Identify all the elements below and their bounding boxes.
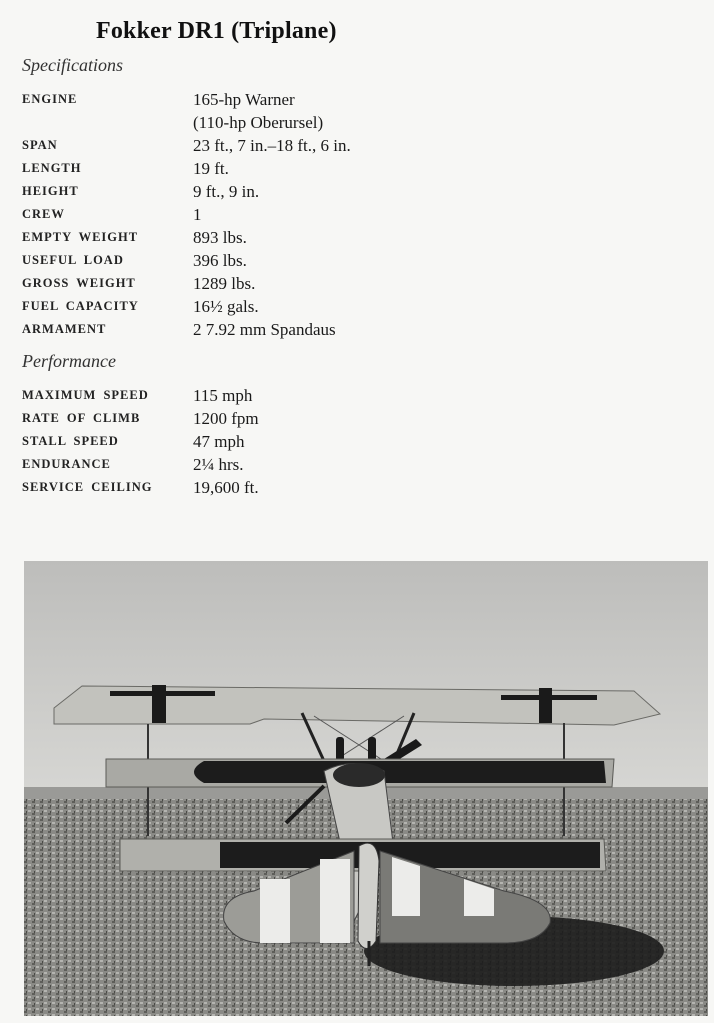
spec-value-line2: (110-hp Oberursel) (193, 113, 324, 132)
spec-value: 16½ gals. (193, 297, 259, 316)
specifications-heading: Specifications (22, 55, 123, 75)
spec-value (193, 88, 323, 134)
spec-label: EMPTY WEIGHT (22, 230, 139, 244)
spec-row-height (0, 180, 714, 203)
spec-label: USEFUL LOAD (22, 253, 124, 267)
perf-label: STALL SPEED (22, 434, 119, 448)
spec-label: HEIGHT (22, 184, 79, 198)
tail-stripe (260, 879, 290, 943)
spec-row-useful-load (0, 249, 714, 272)
spec-label: LENGTH (22, 161, 82, 175)
spec-value: 1289 lbs. (193, 274, 256, 293)
left-cross-v (152, 685, 166, 723)
gun-left (336, 737, 344, 761)
gun-right (368, 737, 376, 761)
spec-row-armament (0, 318, 714, 341)
spec-row-crew (0, 203, 714, 226)
spec-value: 1 (193, 205, 202, 224)
performance-table (0, 384, 714, 499)
cockpit (333, 763, 385, 787)
spec-label: CREW (22, 207, 65, 221)
spec-label: ENGINE (22, 92, 78, 106)
spec-row-engine (0, 88, 714, 134)
rudder (358, 843, 379, 948)
spec-value: 2 7.92 mm Spandaus (193, 320, 336, 339)
sky (24, 561, 708, 791)
spec-label: FUEL CAPACITY (22, 299, 139, 313)
perf-value: 19,600 ft. (193, 478, 259, 497)
spec-label: ARMAMENT (22, 322, 107, 336)
perf-row-maximum-speed (0, 384, 714, 407)
page-title: Fokker DR1 (Triplane) (96, 18, 337, 44)
perf-label: ENDURANCE (22, 457, 111, 471)
perf-row-stall-speed (0, 430, 714, 453)
tail-stripe (320, 859, 350, 943)
perf-label: MAXIMUM SPEED (22, 388, 149, 402)
specifications-table (0, 88, 714, 341)
triplane-photo (24, 561, 708, 1016)
spec-row-length (0, 157, 714, 180)
perf-label: RATE OF CLIMB (22, 411, 141, 425)
tail-stripe (392, 857, 420, 916)
spec-value: 23 ft., 7 in.–18 ft., 6 in. (193, 136, 351, 155)
spec-label: GROSS WEIGHT (22, 276, 136, 290)
triplane-photo-illustration (24, 561, 708, 1016)
perf-value: 115 mph (193, 386, 253, 405)
spec-value-line1: 165-hp Warner (193, 90, 295, 109)
perf-row-rate-of-climb (0, 407, 714, 430)
spec-value: 9 ft., 9 in. (193, 182, 260, 201)
middle-wing-shadow (194, 761, 606, 783)
right-cross-v (539, 688, 552, 723)
spec-row-gross-weight (0, 272, 714, 295)
spec-value: 893 lbs. (193, 228, 247, 247)
spec-row-fuel-capacity (0, 295, 714, 318)
perf-row-service-ceiling (0, 476, 714, 499)
perf-value: 1200 fpm (193, 409, 259, 428)
perf-value: 47 mph (193, 432, 245, 451)
perf-label: SERVICE CEILING (22, 480, 153, 494)
spec-value: 19 ft. (193, 159, 229, 178)
perf-row-endurance (0, 453, 714, 476)
spec-value: 396 lbs. (193, 251, 247, 270)
spec-row-span (0, 134, 714, 157)
performance-heading: Performance (22, 351, 116, 371)
spec-label: SPAN (22, 138, 58, 152)
perf-value: 2¼ hrs. (193, 455, 244, 474)
spec-row-empty-weight (0, 226, 714, 249)
